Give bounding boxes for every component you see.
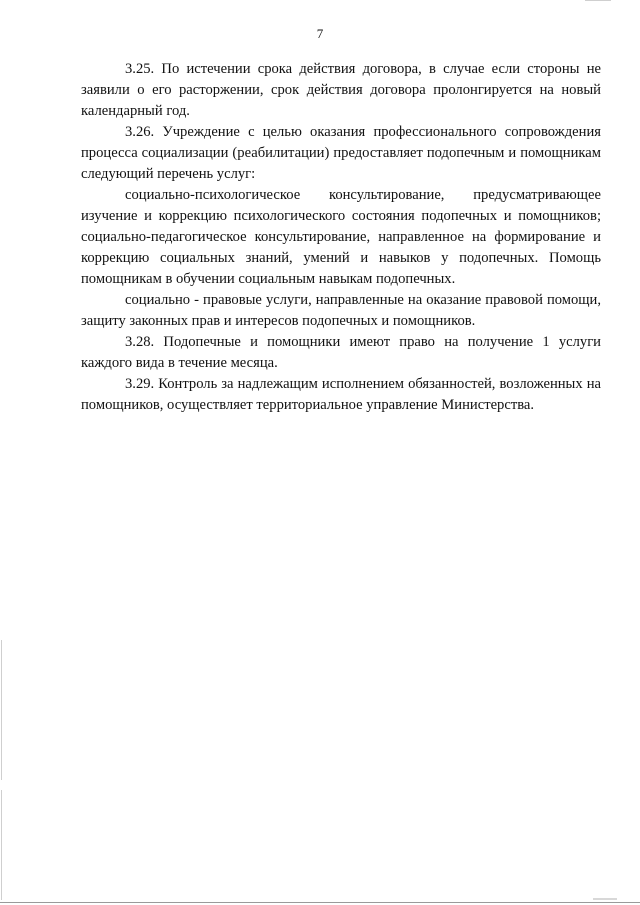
clause-3-26: 3.26. Учреждение с целью оказания профессионального сопровождения процесса социализации (реабилитации) предоставляет подопечным и помощникам следующий перечень услуг: [81,124,601,182]
clause-3-28: 3.28. Подопечные и помощники имеют право на получение 1 услуги каждого вида в течение месяца. [81,334,601,371]
scan-edge-mark [0,902,640,903]
document-body [81,59,601,416]
service-psychological-consulting: социально-психологическое консультирование, предусматривающее изучение и коррекцию психологического состояния подопечных и помощников; социально-педагогическое консультирование, направленное на формирование и коррекцию социальных знаний, умений и навыков у подопечных. Помощь помощникам в обучении социальным навыкам подопечных. [81,187,601,287]
scan-edge-mark [1,640,2,780]
scan-edge-mark [1,790,2,900]
page-number: 7 [316,26,324,41]
clause-3-25: 3.25. По истечении срока действия договора, в случае если стороны не заявили о его расторжении, срок действия договора пролонгируется на новый календарный год. [81,61,601,119]
scan-edge-mark [585,0,611,1]
scan-edge-mark [593,898,617,900]
clause-3-29: 3.29. Контроль за надлежащим исполнением обязанностей, возложенных на помощников, осуществляет территориальное управление Министерства. [81,376,601,413]
service-legal: социально - правовые услуги, направленные на оказание правовой помощи, защиту законных прав и интересов подопечных и помощников. [81,292,601,329]
